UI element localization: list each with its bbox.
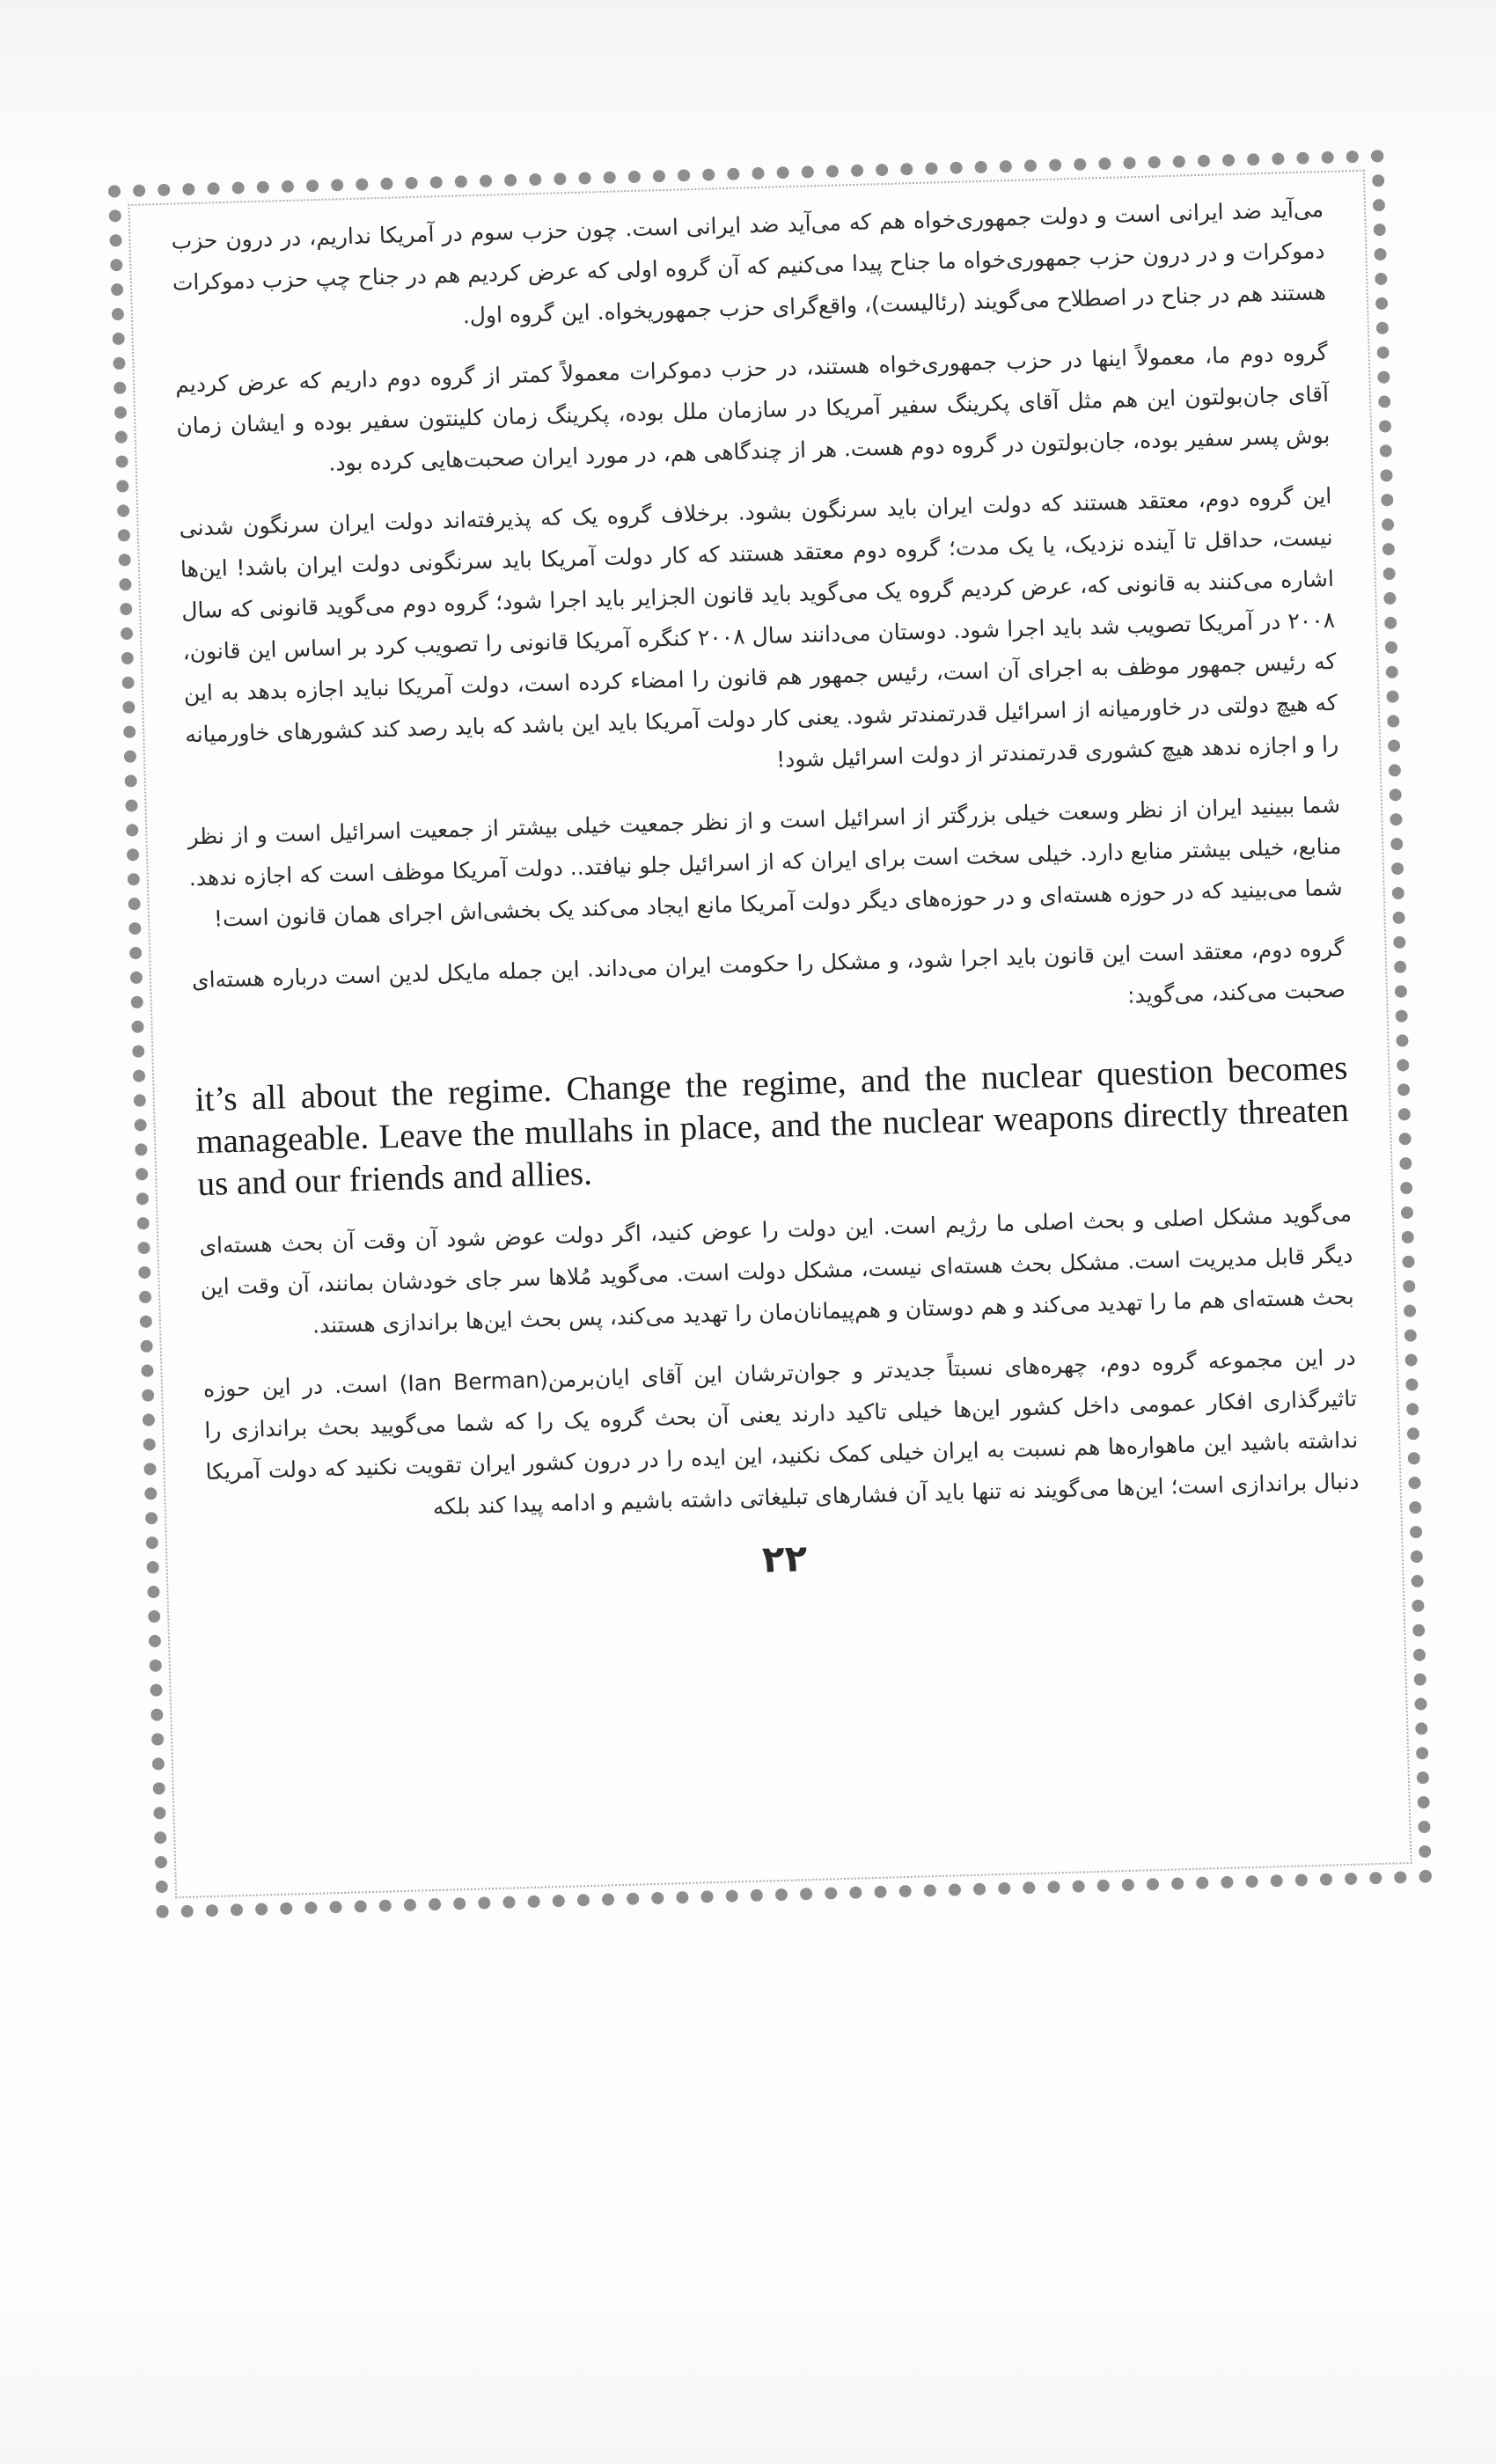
page-content (171, 188, 1361, 1596)
paragraph-7: در این مجموعه گروه دوم، چهره‌های نسبتاً جدیدتر و جوان‌ترشان این آقای ایان‌برمن(Ian Berman) است. در این حوزه تاثیرگذاری افکار عمومی داخل کشور این‌ها خیلی تاکید دارند یعنی آن بحث گروه یک را که شما می‌گویید بحث براندازی را نداشته باشید این ماهواره‌ها هم نسبت به ایران خیلی کمک نکنید، این ایده را در درون کشور ایران تقویت نکنید که دولت آمریکا دنبال براندازی است؛ این‌ها می‌گویند نه تنها باید آن فشارهای تبلیغاتی داشته باشیم و ادامه پیدا کند بلکه (202, 1344, 1360, 1520)
paragraph-1: می‌آید ضد ایرانی است و دولت جمهوری‌خواه هم که می‌آید ضد ایرانی است. چون حزب سوم در آمریکا نداریم، در درون حزب دموکرات و در درون حزب جمهوری‌خواه ما جناح پیدا می‌کنیم که آن گروه اولی که عرض کردیم هم در جناح چپ حزب دموکرات هستند هم در جناح در اصطلاح می‌گویند (رئالیست)، واقع‌گرای حزب جمهوریخواه. این گروه اول. (171, 196, 1327, 329)
paragraph-5: گروه دوم، معتقد است این قانون باید اجرا شود، و مشکل را حکومت ایران می‌داند. این جمله مایکل لدین است درباره هسته‌ای صحبت می‌کند، می‌گوید: (191, 935, 1346, 1008)
english-quote: it’s all about the regime. Change the regime, and the nuclear question becomes manageable. Leave the mullahs in place, and the nuclear weapons directly threaten us and our friends and allies. (194, 1048, 1350, 1204)
page-frame (108, 150, 1432, 1918)
paragraph-4: شما ببینید ایران از نظر وسعت خیلی بزرگتر از اسرائیل است و از نظر جمعیت خیلی بیشتر از جمعیت اسرائیل است و از نظر منابع، خیلی بیشتر منابع دارد. خیلی سخت است برای ایران که از اسرائیل جلو نیافتد.. دولت آمریکا موظف است که اجازه ندهد. شما می‌بینید که در حوزه هسته‌ای و در حوزه‌های دیگر دولت آمریکا مانع ایجاد می‌کند یک بخشی‌اش اجرای همان قانون است! (187, 791, 1344, 932)
paragraph-2: گروه دوم ما، معمولاً اینها در حزب جمهوری‌خواه هستند، در حزب دموکرات معمولاً کمتر از گروه دوم داریم که عرض کردیم آقای جان‌بولتون این هم مثل آقای پکرینگ سفیر آمریکا در سازمان ملل بوده، پکرینگ زمان کلینتون سفیر بوده و ایشان زمان بوش پسر سفیر بوده، جان‌بولتون در گروه دوم هست. هر از چندگاهی هم، در مورد ایران صحبت‌هایی کرده بود. (174, 340, 1331, 476)
paragraph-3: این گروه دوم، معتقد هستند که دولت ایران باید سرنگون بشود. برخلاف گروه یک که پذیرفته‌اند دولت ایران سرنگون شدنی نیست، حداقل تا آینده نزدیک، یا یک مدت؛ گروه دوم معتقد هستند که کار دولت آمریکا باید سرنگونی دولت ایران باشد! این‌ها اشاره می‌کنند به قانونی که، عرض کردیم گروه یک می‌گوید باید قانون الجزایر باید اجرا شود؛ گروه دوم می‌گوید قانونی که سال ۲۰۰۸ در آمریکا تصویب شد باید اجرا شود. دوستان می‌دانند سال ۲۰۰۸ کنگره آمریکا قانونی را تصویب کرد بر اساس این قانون، که رئیس جمهور موظف به اجرای آن است، رئیس جمهور هم قانون را امضاء کرده است، دولت آمریکا نباید اجازه بدهد به این که هیچ دولتی در خاورمیانه از اسرائیل قدرتمندتر شود. یعنی کار دولت آمریکا باید این باشد که باید رصد کند کشورهای خاورمیانه را و اجازه ندهد هیچ کشوری قدرتمندتر از دولت اسرائیل شود! (179, 482, 1339, 773)
paragraph-6: می‌گوید مشکل اصلی و بحث اصلی ما رژیم است. این دولت را عوض کنید، اگر دولت عوض شود آن وقت آن بحث هسته‌ای دیگر قابل مدیریت است. مشکل بحث هسته‌ای نیست، مشکل دولت است. می‌گوید مُلاها سر جای خودشان بمانند، آن وقت این بحث هسته‌ای هم ما را تهدید می‌کند و هم دوستان و هم‌پیمانان‌مان را تهدید می‌کند، پس بحث این‌ها براندازی هستند. (199, 1200, 1354, 1338)
page-number: ۲۲ (761, 1536, 808, 1581)
